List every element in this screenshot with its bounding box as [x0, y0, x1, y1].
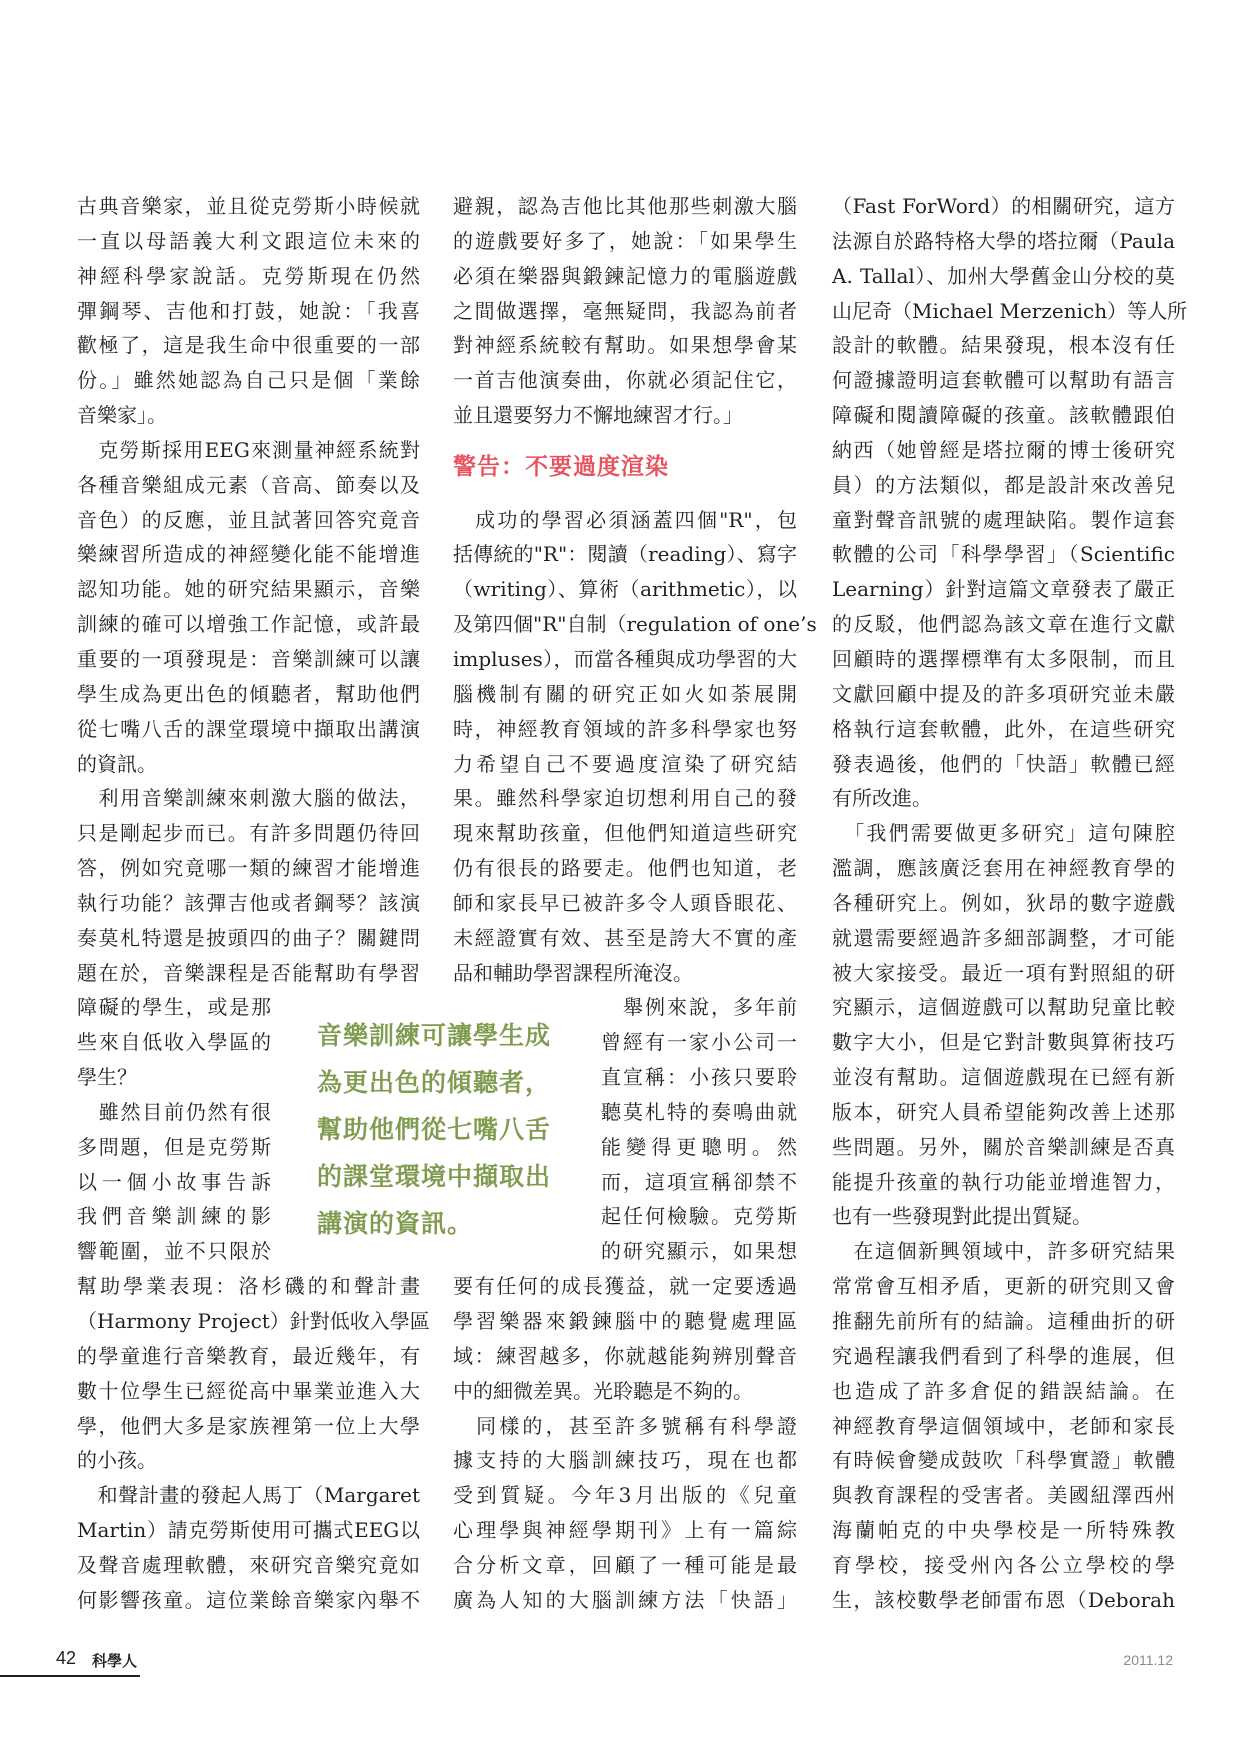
text-line: 我們音樂訓練的影 [77, 1204, 271, 1229]
text-line: 有所改進。 [832, 786, 932, 811]
text-line: 學習樂器來鍛鍊腦中的聽覺處理區 [453, 1309, 797, 1333]
text-line: 訓練的確可以增強工作記憶，或許最 [77, 612, 420, 637]
text-line: 響範圍，並不只限於 [77, 1239, 271, 1264]
text-line: 歡極了，這是我生命中很重要的一部 [77, 333, 420, 358]
text-line: 以一個小故事告訴 [77, 1169, 271, 1194]
text-line: 音樂家」。 [77, 403, 167, 428]
text-line: 成功的學習必須涵蓋四個"R"，包 [453, 507, 797, 532]
text-line: 樂練習所造成的神經變化能不能增進 [77, 542, 420, 567]
text-line: 各種音樂組成元素（音高、節奏以及 [77, 472, 420, 497]
text-line: 多問題，但是克勞斯 [77, 1134, 271, 1159]
text-line: 海蘭帕克的中央學校是一所特殊教 [832, 1518, 1175, 1543]
text-line: 起任何檢驗。克勞斯 [601, 1204, 797, 1229]
text-line: 員）的方法類似，都是設計來改善兒 [832, 472, 1175, 497]
text-line: 重要的一項發現是：音樂訓練可以讓 [77, 646, 420, 671]
text-line: impluses），而當各種與成功學習的大 [453, 646, 797, 671]
text-line: 域：練習越多，你就越能夠辨別聲音 [453, 1343, 797, 1368]
text-line: 濫調，應該廣泛套用在神經教育學的 [832, 856, 1175, 881]
text-line: 幫助學業表現：洛杉磯的和聲計畫 [77, 1274, 420, 1299]
text-line: 克勞斯採用EEG來測量神經系統對 [77, 437, 420, 462]
text-line: 時，神經教育領域的許多科學家也努 [453, 716, 797, 741]
text-line: 雖然目前仍然有很 [77, 1099, 271, 1124]
text-line: 究顯示，這個遊戲可以幫助兒童比較 [832, 995, 1175, 1020]
magazine-name: 科學人 [92, 1652, 138, 1670]
text-line: 童對聲音訊號的處理缺陷。製作這套 [832, 507, 1175, 532]
text-line: 生，該校數學老師雷布恩（Deborah [832, 1587, 1175, 1612]
text-line: 之間做選擇，毫無疑問，我認為前者 [453, 298, 797, 323]
text-line: 能提升孩童的執行功能並增進智力， [832, 1169, 1175, 1194]
pull-quote [317, 1012, 567, 1247]
text-line: 格執行這套軟體，此外，在這些研究 [832, 716, 1175, 741]
text-line: 彈鋼琴、吉他和打鼓，她說：「我喜 [77, 298, 420, 323]
pull-quote-line: 講演的資訊。 [317, 1209, 474, 1238]
text-line: （Harmony Project）針對低收入學區 [77, 1309, 430, 1333]
text-line: 障礙的學生，或是那 [77, 995, 271, 1020]
text-line: Learning）針對這篇文章發表了嚴正 [832, 577, 1175, 602]
text-line: 執行功能？該彈吉他或者鋼琴？該演 [77, 890, 420, 915]
pull-quote-line: 的課堂環境中擷取出 [317, 1162, 552, 1191]
text-line: 被大家接受。最近一項有對照組的研 [832, 960, 1175, 985]
text-line: 及第四個"R"自制（regulation of one’s [453, 612, 817, 637]
article-column-2 [453, 189, 817, 1618]
text-line: 括傳統的"R"：閱讀（reading）、寫字 [453, 542, 797, 567]
article-column-3 [832, 189, 1188, 1618]
text-line: 中的細微差異。光聆聽是不夠的。 [453, 1378, 753, 1403]
text-line: 的遊戲要好多了，她說：「如果學生 [453, 228, 797, 253]
text-line: 音色）的反應，並且試著回答究竟音 [77, 507, 420, 532]
text-line: 並沒有幫助。這個遊戲現在已經有新 [832, 1065, 1175, 1090]
text-line: 數十位學生已經從高中畢業並進入大 [77, 1378, 420, 1403]
text-line: 障礙和閱讀障礙的孩童。該軟體跟伯 [832, 403, 1175, 428]
text-line: 各種研究上。例如，狄昂的數字遊戲 [832, 890, 1175, 915]
text-line: 未經證實有效、甚至是誇大不實的產 [453, 925, 797, 950]
text-line: 對神經系統較有幫助。如果想學會某 [453, 333, 797, 358]
text-line: 並且還要努力不懈地練習才行。」 [453, 403, 743, 428]
pull-quote-line: 音樂訓練可讓學生成 [317, 1021, 552, 1050]
footer-rule [0, 1675, 140, 1677]
text-line: 品和輔助學習課程所淹沒。 [453, 960, 693, 985]
text-line: 版本，研究人員希望能夠改善上述那 [832, 1099, 1175, 1124]
text-line: 只是剛起步而已。有許多問題仍待回 [77, 821, 420, 846]
text-line: 學生成為更出色的傾聽者，幫助他們 [77, 681, 420, 706]
text-line: Martin）請克勞斯使用可攜式EEG以 [77, 1518, 420, 1543]
text-line: 「我們需要做更多研究」這句陳腔 [832, 821, 1175, 846]
text-line: 有時候會變成鼓吹「科學實證」軟體 [832, 1448, 1175, 1473]
text-line: 山尼奇（Michael Merzenich）等人所 [832, 298, 1188, 323]
text-line: 腦機制有關的研究正如火如荼展開 [453, 681, 797, 706]
text-line: 利用音樂訓練來刺激大腦的做法， [77, 786, 420, 811]
text-line: 文獻回顧中提及的許多項研究並未嚴 [832, 681, 1175, 706]
text-line: 的反駁，他們認為該文章在進行文獻 [832, 612, 1175, 637]
pull-quote-line: 為更出色的傾聽者， [317, 1068, 552, 1097]
text-line: 學，他們大多是家族裡第一位上大學 [77, 1413, 420, 1438]
text-line: 古典音樂家，並且從克勞斯小時候就 [77, 194, 420, 218]
text-line: 回顧時的選擇標準有太多限制，而且 [832, 646, 1175, 671]
text-line: A. Tallal）、加州大學舊金山分校的莫 [832, 263, 1175, 288]
text-line: 納西（她曾經是塔拉爾的博士後研究 [832, 437, 1175, 462]
text-line: 究過程讓我們看到了科學的進展，但 [832, 1343, 1175, 1368]
text-line: 也有一些發現對此提出質疑。 [832, 1204, 1092, 1229]
text-line: 與教育課程的受害者。美國紐澤西州 [832, 1483, 1175, 1508]
text-line: 必須在樂器與鍛鍊記憶力的電腦遊戲 [453, 263, 797, 288]
text-line: 法源自於路特格大學的塔拉爾（Paula [832, 228, 1175, 253]
text-line: 題在於，音樂課程是否能幫助有學習 [77, 960, 420, 985]
text-line: 力希望自己不要過度渲染了研究結 [453, 751, 797, 776]
text-line: 聽莫札特的奏鳴曲就 [601, 1099, 797, 1124]
text-line: 廣為人知的大腦訓練方法「快語」 [453, 1587, 797, 1612]
text-line: 何影響孩童。這位業餘音樂家內舉不 [77, 1587, 420, 1612]
text-line: 合分析文章，回顧了一種可能是最 [453, 1552, 797, 1577]
text-line: 據支持的大腦訓練技巧，現在也都 [453, 1448, 797, 1473]
text-line: 些問題。另外，關於音樂訓練是否真 [832, 1134, 1175, 1159]
page-number: 42 [56, 1648, 77, 1668]
text-line: 舉例來說，多年前 [601, 995, 797, 1020]
text-line: 數字大小，但是它對計數與算術技巧 [832, 1030, 1175, 1055]
text-line: 而，這項宣稱卻禁不 [601, 1169, 797, 1194]
text-line: 的資訊。 [77, 751, 157, 776]
text-line: 同樣的，甚至許多號稱有科學證 [453, 1413, 797, 1438]
article-column-1 [77, 189, 430, 1618]
text-line: 從七嘴八舌的課堂環境中擷取出講演 [77, 716, 420, 741]
text-line: 神經科學家說話。克勞斯現在仍然 [77, 263, 420, 288]
text-line: 常常會互相矛盾，更新的研究則又會 [832, 1274, 1175, 1299]
text-line: 推翻先前所有的結論。這種曲折的研 [832, 1309, 1175, 1333]
text-line: 仍有很長的路要走。他們也知道，老 [453, 856, 797, 881]
text-line: 要有任何的成長獲益，就一定要透過 [453, 1274, 797, 1299]
text-line: 認知功能。她的研究結果顯示，音樂 [77, 577, 420, 602]
text-line: （Fast ForWord）的相關研究，這方 [832, 194, 1175, 218]
text-line: 神經教育學這個領域中，老師和家長 [832, 1413, 1175, 1438]
text-line: 現來幫助孩童，但他們知道這些研究 [453, 821, 797, 846]
text-line: 奏莫札特還是披頭四的曲子？關鍵問 [77, 925, 420, 950]
text-line: 的學童進行音樂教育，最近幾年，有 [77, 1343, 420, 1368]
text-line: 軟體的公司「科學學習」（Scientific [832, 542, 1175, 567]
text-line: 學生？ [77, 1065, 137, 1090]
text-line: 師和家長早已被許多令人頭昏眼花、 [453, 890, 797, 915]
text-line: 心理學與神經學期刊》上有一篇綜 [453, 1518, 797, 1543]
text-line: 和聲計畫的發起人馬丁（Margaret [77, 1483, 420, 1508]
text-line: 果。雖然科學家迫切想利用自己的發 [453, 786, 797, 811]
text-line: 受到質疑。今年3月出版的《兒童 [453, 1483, 797, 1508]
text-line: 就還需要經過許多細部調整，才可能 [832, 925, 1175, 950]
text-line: 一直以母語義大利文跟這位未來的 [77, 228, 420, 253]
text-line: 一首吉他演奏曲，你就必須記住它， [453, 368, 797, 393]
text-line: 能變得更聰明。然 [601, 1134, 797, 1159]
text-line: 在這個新興領域中，許多研究結果 [832, 1239, 1175, 1264]
text-line: 直宣稱：小孩只要聆 [601, 1065, 797, 1090]
text-line: （writing）、算術（arithmetic），以 [453, 577, 797, 602]
text-line: 的研究顯示，如果想 [601, 1239, 797, 1264]
section-heading: 警告：不要過度渲染 [453, 453, 669, 480]
text-line: 設計的軟體。結果發現，根本沒有任 [832, 333, 1175, 358]
text-line: 避親，認為吉他比其他那些刺激大腦 [453, 194, 797, 218]
text-line: 育學校，接受州內各公立學校的學 [832, 1552, 1175, 1577]
text-line: 曾經有一家小公司一 [601, 1030, 797, 1055]
issue-date: 2011.12 [1123, 1652, 1173, 1668]
text-line: 及聲音處理軟體，來研究音樂究竟如 [77, 1552, 420, 1577]
text-line: 也造成了許多倉促的錯誤結論。在 [832, 1378, 1175, 1403]
text-line: 份。」雖然她認為自己只是個「業餘 [77, 368, 420, 393]
text-line: 何證據證明這套軟體可以幫助有語言 [832, 368, 1175, 393]
text-line: 發表過後，他們的「快語」軟體已經 [832, 751, 1175, 776]
text-line: 些來自低收入學區的 [77, 1030, 271, 1055]
text-line: 的小孩。 [77, 1448, 157, 1473]
text-line: 答，例如究竟哪一類的練習才能增進 [77, 856, 420, 881]
pull-quote-line: 幫助他們從七嘴八舌 [317, 1115, 552, 1144]
